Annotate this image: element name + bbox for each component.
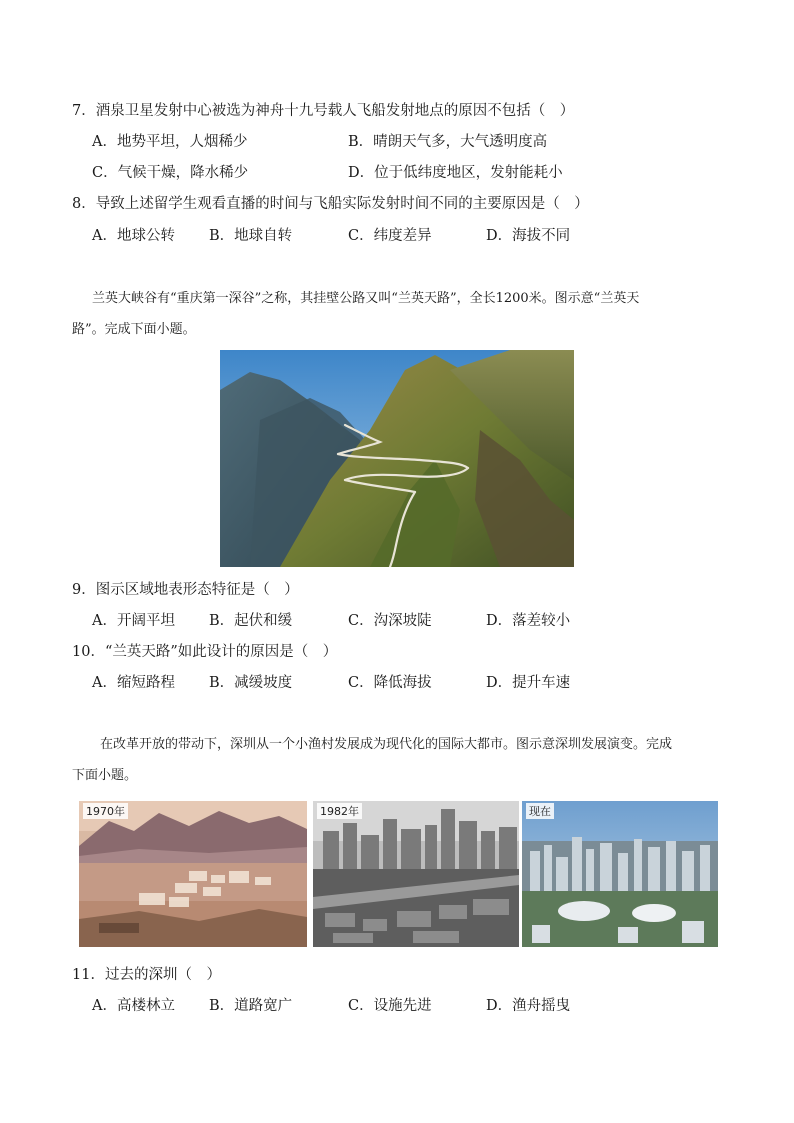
q8-stem: 8．导致上述留学生观看直播的时间与飞船实际发射时间不同的主要原因是（ ）: [72, 196, 589, 212]
q7-stem: 7．酒泉卫星发射中心被选为神舟十九号载人飞船发射地点的原因不包括（ ）: [72, 103, 575, 119]
q10-option-c: C．降低海拔: [348, 675, 432, 691]
lanying-road-photo: [220, 350, 574, 567]
q10-option-b: B．减缓坡度: [209, 675, 293, 691]
passage2-line2: 下面小题。: [72, 768, 138, 783]
q10-option-d: D．提升车速: [486, 675, 571, 691]
q7-option-d: D．位于低纬度地区，发射能耗小: [348, 165, 563, 181]
q11-option-a: A．高楼林立: [92, 998, 175, 1014]
label-1970: 1970年: [83, 803, 128, 819]
q7-option-a: A．地势平坦，人烟稀少: [92, 134, 248, 150]
shenzhen-present-photo: [522, 801, 718, 947]
q7-option-b: B．晴朗天气多，大气透明度高: [348, 134, 548, 150]
q10-stem: 10．“兰英天路”如此设计的原因是（ ）: [72, 644, 338, 660]
q11-option-c: C．设施先进: [348, 998, 432, 1014]
q8-option-c: C．纬度差异: [348, 228, 432, 244]
q9-option-c: C．沟深坡陡: [348, 613, 432, 629]
q8-option-d: D．海拔不同: [486, 228, 571, 244]
q9-option-b: B．起伏和缓: [209, 613, 293, 629]
q8-option-a: A．地球公转: [92, 228, 175, 244]
label-present: 现在: [526, 803, 554, 819]
q11-option-d: D．渔舟摇曳: [486, 998, 571, 1014]
passage2-line1: 在改革开放的带动下，深圳从一个小渔村发展成为现代化的国际大都市。图示意深圳发展演变。完成: [100, 737, 673, 752]
q9-option-a: A．开阔平坦: [92, 613, 175, 629]
shenzhen-1970-photo: [79, 801, 307, 947]
q7-option-c: C．气候干燥，降水稀少: [92, 165, 249, 181]
q9-option-d: D．落差较小: [486, 613, 571, 629]
shenzhen-1982-photo: [313, 801, 519, 947]
q9-stem: 9．图示区域地表形态特征是（ ）: [72, 582, 299, 598]
label-1982: 1982年: [317, 803, 362, 819]
q10-option-a: A．缩短路程: [92, 675, 175, 691]
q8-option-b: B．地球自转: [209, 228, 293, 244]
q11-option-b: B．道路宽广: [209, 998, 293, 1014]
passage1-line1: 兰英大峡谷有“重庆第一深谷”之称，其挂壁公路又叫“兰英天路”，全长1200米。图示意“兰英天: [92, 291, 640, 306]
passage1-line2: 路”。完成下面小题。: [72, 322, 196, 337]
q11-stem: 11．过去的深圳（ ）: [72, 967, 221, 983]
